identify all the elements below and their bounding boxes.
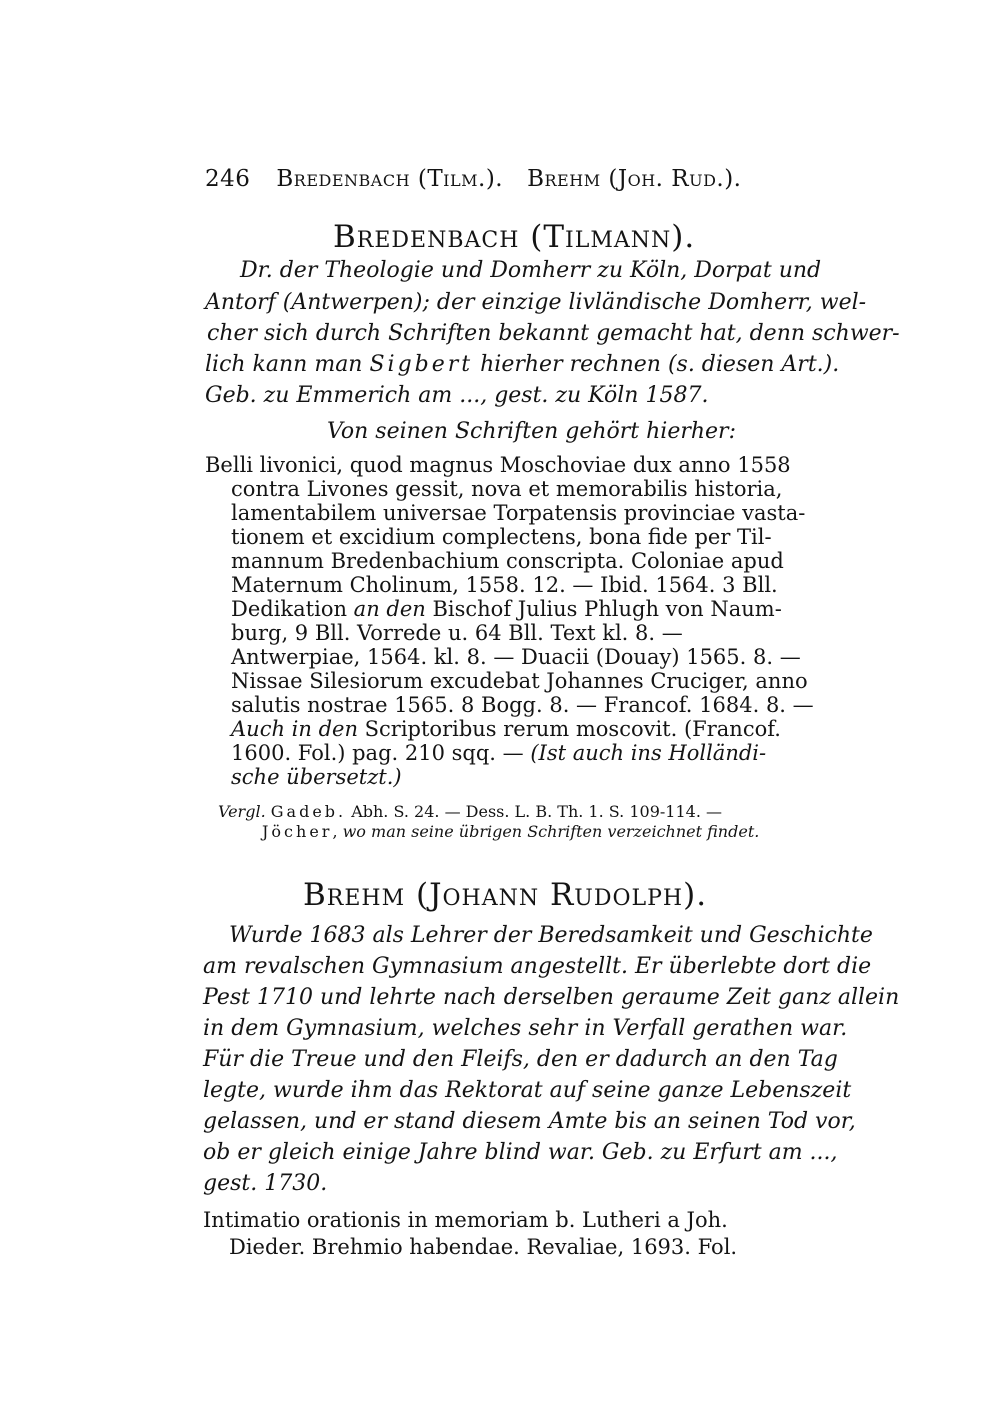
- works-line: Maternum Cholinum, 1558. 12. — Ibid. 1564. 3 Bll.: [231, 573, 778, 597]
- works-line: Belli livonici, quod magnus Moschoviae dux anno 1558: [205, 453, 791, 477]
- running-head: [205, 168, 742, 191]
- entry-heading-brehm: Brehm (Johann Rudolph).: [303, 877, 708, 913]
- works-line: tionem et excidium complectens, bona fide per Til-: [231, 525, 772, 549]
- entry-heading-bredenbach: Bredenbach (Tilmann).: [333, 219, 696, 255]
- note-text: Abh. S. 24. — Dess. L. B. Th. 1. S. 109-114. —: [346, 802, 722, 821]
- bio-line: Pest 1710 und lehrte nach derselben geraume Zeit ganz allein: [203, 985, 900, 1010]
- works-line: Intimatio orationis in memoriam b. Lutheri a Joh.: [203, 1208, 728, 1232]
- works-text: Bischof Julius Phlugh von Naum-: [425, 597, 782, 621]
- bio-line: in dem Gymnasium, welches sehr in Verfall gerathen war.: [203, 1016, 848, 1041]
- works-line: [231, 599, 782, 620]
- note-line: [262, 824, 759, 840]
- bio-line: gest. 1730.: [203, 1171, 328, 1196]
- bio-line: [205, 354, 839, 376]
- works-line: [231, 719, 781, 740]
- bio-line: am revalschen Gymnasium angestellt. Er überlebte dort die: [203, 954, 872, 979]
- works-intro: Von seinen Schriften gehört hierher:: [327, 419, 736, 444]
- works-line: burg, 9 Bll. Vorrede u. 64 Bll. Text kl. 8. —: [231, 621, 683, 645]
- running-head-left: Bredenbach (Tilm.).: [276, 166, 504, 192]
- works-line: lamentabilem universae Torpatensis provinciae vasta-: [231, 501, 806, 525]
- bio-line: gelassen, und er stand diesem Amte bis an seinen Tod vor,: [203, 1109, 856, 1134]
- note-text-italic: Vergl.: [218, 802, 266, 821]
- bio-line: ob er gleich einige Jahre blind war. Geb. zu Erfurt am ...,: [203, 1140, 838, 1165]
- note-line: [218, 804, 722, 820]
- author-name: Gadeb.: [270, 802, 347, 821]
- works-text-italic: Auch in den: [231, 717, 358, 741]
- note-text-italic: wo man seine übrigen Schriften verzeichnet findet.: [342, 822, 760, 841]
- bio-line: Dr. der Theologie und Domherr zu Köln, Dorpat und: [240, 258, 822, 283]
- works-line: Nissae Silesiorum excudebat Johannes Cruciger, anno: [231, 669, 808, 693]
- works-line: contra Livones gessit, nova et memorabilis historia,: [231, 477, 783, 501]
- works-line: mannum Bredenbachium conscripta. Coloniae apud: [231, 549, 784, 573]
- works-line: salutis nostrae 1565. 8 Bogg. 8. — Francof. 1684. 8. —: [231, 693, 814, 717]
- works-text-italic: (Ist auch ins Holländi-: [530, 741, 767, 765]
- bio-line: Wurde 1683 als Lehrer der Beredsamkeit und Geschichte: [229, 923, 873, 948]
- works-text: 1600. Fol.) pag. 210 sqq. —: [231, 741, 531, 765]
- bio-text: lich kann man: [205, 352, 370, 377]
- person-name: Sigbert: [369, 352, 474, 377]
- bio-line: Für die Treue und den Fleifs, den er dadurch an den Tag: [203, 1047, 838, 1072]
- bio-line: Geb. zu Emmerich am ..., gest. zu Köln 1587.: [205, 383, 709, 408]
- works-line: [231, 743, 766, 764]
- bio-text: hierher rechnen (s. diesen Art.).: [473, 352, 840, 377]
- running-head-right: Brehm (Joh. Rud.).: [527, 166, 742, 192]
- author-name: Jöcher: [262, 822, 333, 841]
- bio-line: cher sich durch Schriften bekannt gemacht hat, denn schwer-: [207, 321, 900, 346]
- page-number: 246: [205, 166, 251, 192]
- works-line: sche übersetzt.): [231, 765, 402, 789]
- works-line: Antwerpiae, 1564. kl. 8. — Duacii (Douay) 1565. 8. —: [231, 645, 801, 669]
- works-text: Dedikation: [231, 597, 354, 621]
- works-text: Scriptoribus rerum moscovit. (Francof.: [357, 717, 781, 741]
- note-text: ,: [332, 822, 343, 841]
- works-text-italic: an den: [353, 597, 426, 621]
- works-line: Dieder. Brehmio habendae. Revaliae, 1693. Fol.: [229, 1235, 738, 1259]
- bio-line: Antorf (Antwerpen); der einzige livländische Domherr, wel-: [205, 290, 867, 315]
- bio-line: legte, wurde ihm das Rektorat auf seine ganze Lebenszeit: [203, 1078, 852, 1103]
